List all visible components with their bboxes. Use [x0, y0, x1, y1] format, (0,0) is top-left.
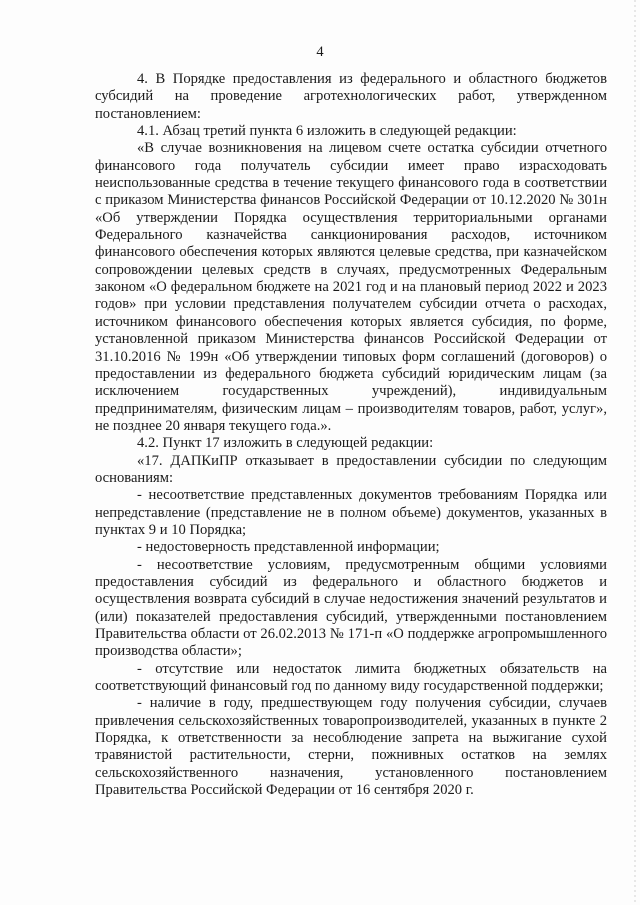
list-item-ground-3: - несоответствие условиям, предусмотренным общими условиями предоставления субсидий из федерального и областного бюджетов и осуществления возврата субсидий в случае недостижения значений результатов и (или) показателей предоставления субсидий, утвержденными постановлением Правительства области от 26.02.2013 № 171-п «О поддержке агропромышленного производства области»;: [95, 556, 607, 660]
paragraph-clause-17: «17. ДАПКиПР отказывает в предоставлении субсидии по следующим основаниям:: [95, 452, 607, 486]
paragraph-section-4-1: 4.1. Абзац третий пункта 6 изложить в следующей редакции:: [137, 123, 517, 140]
list-item-ground-1: - несоответствие представленных документов требованиям Порядка или непредставление (представление не в полном объеме) документов, указанных в пунктах 9 и 10 Порядка;: [95, 487, 607, 538]
paragraph-section-4: 4. В Порядке предоставления из федерального и областного бюджетов субсидий на проведение агротехнологических работ, утвержденном постановлением:: [95, 71, 607, 122]
paragraph-quote-clause-6: «В случае возникновения на лицевом счете остатка субсидии отчетного финансового года получатель субсидии имеет право израсходовать неиспользованные средства в течение текущего финансового года в соответствии с приказом Министерства финансов Российской Федерации от 10.12.2020 № 301н «Об утверждении Порядка осуществления территориальными органами Федерального казначейства санкционирования расходов, источником финансового обеспечения которых являются целевые средства, при казначейском сопровождении целевых средств в случаях, предусмотренных Федеральным законом «О федеральном бюджете на 2021 год и на плановый период 2022 и 2023 годов» при условии представления получателем субсидии отчета о расходах, источником финансового обеспечения которых является субсидия, по форме, установленной приказом Министерства финансов Российской Федерации от 31.10.2016 № 199н «Об утверждении типовых форм соглашений (договоров) о предоставлении из федерального бюджета субсидий юридическим лицам (за исключением государственных учреждений), индивидуальным предпринимателям, физическим лицам – производителям товаров, работ, услуг», не позднее 20 января текущего года.».: [95, 140, 607, 434]
document-body: [95, 71, 607, 799]
list-item-ground-4: - отсутствие или недостаток лимита бюджетных обязательств на соответствующий финансовый год по данному виду государственной поддержки;: [95, 660, 607, 695]
paragraph-section-4-2: 4.2. Пункт 17 изложить в следующей редакции:: [137, 435, 434, 452]
list-item-ground-5: - наличие в году, предшествующем году получения субсидии, случаев привлечения сельскохозяйственных товаропроизводителей, указанных в пункте 2 Порядка, к ответственности за несоблюдение запрета на выжигание сухой травянистой растительности, стерни, пожнивных остатков на землях сельскохозяйственного назначения, установленного постановлением Правительства Российской Федерации от 16 сентября 2020 г.: [95, 695, 607, 799]
scan-edge-marks: [634, 0, 636, 905]
list-item-ground-2: - недостоверность представленной информации;: [137, 539, 440, 556]
page-number: 4: [316, 44, 324, 60]
